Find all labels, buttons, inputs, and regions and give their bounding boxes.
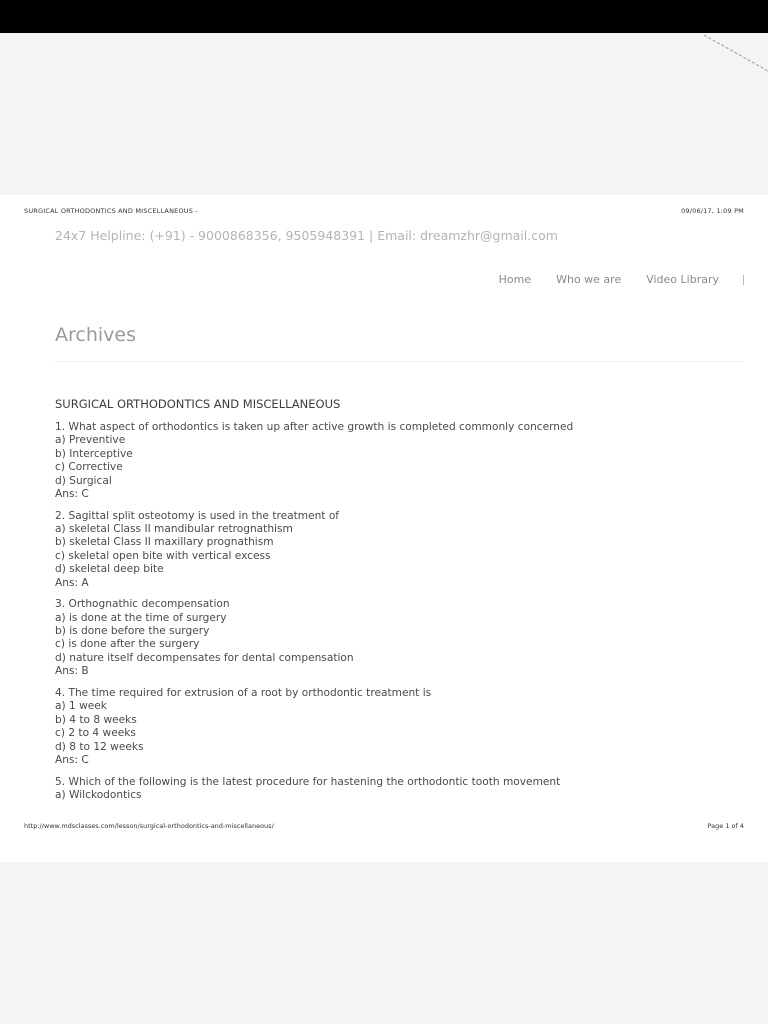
question-text: 4. The time required for extrusion of a root by orthodontic treatment is bbox=[55, 686, 432, 699]
main-nav bbox=[474, 273, 744, 286]
archives-heading: Archives bbox=[55, 324, 136, 346]
answer-option: a) Preventive bbox=[55, 434, 126, 447]
answer-key: Ans: B bbox=[55, 665, 89, 678]
question-text: 1. What aspect of orthodontics is taken up after active growth is completed commonly concerned bbox=[55, 421, 574, 433]
print-footer-url: http://www.mdsclasses.com/lesson/surgical-orthodontics-and-miscellaneous/ bbox=[24, 822, 274, 830]
question-block bbox=[55, 598, 745, 678]
answer-key: Ans: C bbox=[55, 488, 89, 501]
answer-option: b) 4 to 8 weeks bbox=[55, 713, 137, 726]
answer-option: a) Wilckodontics bbox=[55, 788, 142, 801]
answer-option: c) 2 to 4 weeks bbox=[55, 727, 136, 740]
question-text: 3. Orthognathic decompensation bbox=[55, 598, 230, 611]
question-block bbox=[55, 510, 745, 590]
printed-page bbox=[0, 195, 768, 862]
question-text: 5. Which of the following is the latest procedure for hastening the orthodontic tooth movement bbox=[55, 775, 561, 788]
answer-option: b) is done before the surgery bbox=[55, 625, 210, 638]
print-footer-page: Page 1 of 4 bbox=[707, 822, 744, 830]
top-black-bar bbox=[0, 0, 768, 33]
question-text: 2. Sagittal split osteotomy is used in the treatment of bbox=[55, 509, 340, 522]
answer-option: c) is done after the surgery bbox=[55, 638, 200, 651]
answer-option: b) skeletal Class II maxillary prognathism bbox=[55, 536, 274, 549]
divider bbox=[55, 361, 744, 362]
answer-option: d) 8 to 12 weeks bbox=[55, 740, 144, 753]
answer-option: d) Surgical bbox=[55, 474, 112, 487]
answer-option: a) skeletal Class II mandibular retrognathism bbox=[55, 523, 293, 536]
answer-option: c) skeletal open bite with vertical excess bbox=[55, 549, 271, 562]
question-block bbox=[55, 776, 745, 803]
answer-option: d) nature itself decompensates for dental compensation bbox=[55, 651, 354, 664]
page-curl-decoration bbox=[700, 33, 768, 83]
helpline-text: 24x7 Helpline: (+91) - 9000868356, 9505948391 | Email: dreamzhr@gmail.com bbox=[55, 228, 558, 243]
print-header-date: 09/06/17, 1:09 PM bbox=[681, 207, 744, 215]
nav-video-library[interactable]: Video Library bbox=[646, 273, 719, 286]
answer-key: Ans: C bbox=[55, 753, 89, 766]
answer-option: c) Corrective bbox=[55, 461, 123, 474]
answer-option: a) 1 week bbox=[55, 700, 107, 713]
print-header-title: SURGICAL ORTHODONTICS AND MISCELLANEOUS - bbox=[24, 207, 198, 215]
question-list bbox=[55, 421, 745, 811]
answer-key: Ans: A bbox=[55, 576, 89, 589]
article-title: SURGICAL ORTHODONTICS AND MISCELLANEOUS bbox=[55, 397, 341, 411]
question-block bbox=[55, 421, 745, 501]
answer-option: a) is done at the time of surgery bbox=[55, 611, 227, 624]
nav-home[interactable]: Home bbox=[498, 273, 532, 286]
nav-separator bbox=[743, 275, 744, 285]
nav-who-we-are[interactable]: Who we are bbox=[556, 273, 622, 286]
answer-option: b) Interceptive bbox=[55, 447, 133, 460]
answer-option: d) skeletal deep bite bbox=[55, 563, 164, 576]
question-block bbox=[55, 687, 745, 767]
